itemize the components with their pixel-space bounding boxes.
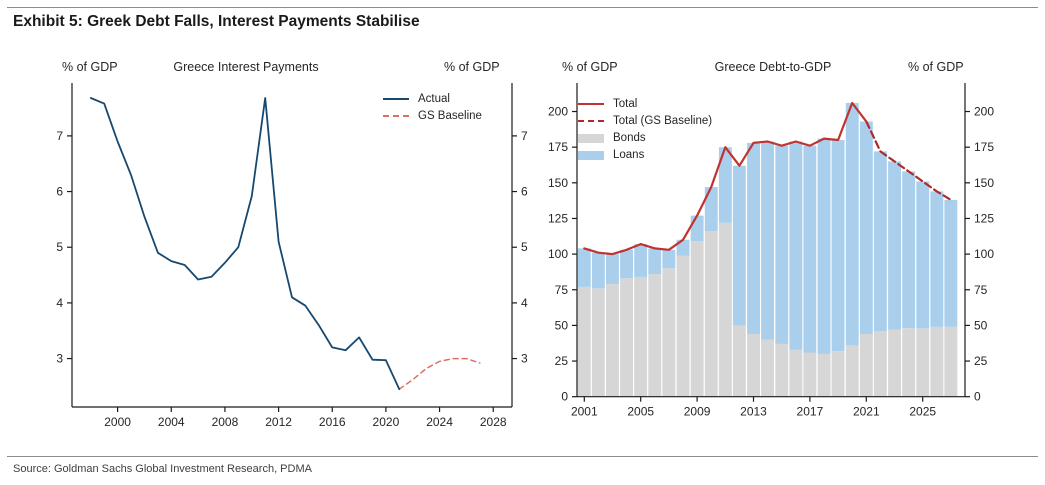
bottom-rule (7, 456, 1038, 457)
bonds-swatch (578, 134, 604, 143)
svg-text:2021: 2021 (852, 404, 880, 419)
svg-text:2028: 2028 (479, 415, 507, 429)
svg-text:25: 25 (974, 354, 988, 369)
svg-text:2025: 2025 (909, 404, 937, 419)
total-line-swatch (578, 103, 604, 105)
legend-item-loans (578, 148, 712, 162)
interest-payments-panel (40, 55, 532, 440)
svg-text:2012: 2012 (265, 415, 292, 429)
svg-text:2005: 2005 (627, 404, 655, 419)
svg-text:2020: 2020 (372, 415, 400, 429)
svg-text:6: 6 (56, 184, 63, 199)
debt-chart-title: Greece Debt-to-GDP (714, 60, 832, 74)
svg-text:25: 25 (554, 354, 568, 369)
svg-text:2016: 2016 (318, 415, 346, 429)
svg-text:7: 7 (56, 128, 63, 143)
left-axis-unit-label: % of GDP (62, 60, 118, 74)
svg-text:200: 200 (547, 104, 568, 119)
svg-text:2008: 2008 (211, 415, 239, 429)
svg-text:2004: 2004 (157, 415, 185, 429)
actual-line-swatch (383, 98, 409, 100)
right-axis-unit-label: % of GDP (444, 60, 500, 74)
legend-item-bonds (578, 131, 712, 145)
svg-text:150: 150 (547, 175, 568, 190)
legend-label-bonds: Bonds (613, 132, 646, 144)
interest-legend (383, 92, 482, 126)
svg-text:200: 200 (974, 104, 995, 119)
svg-text:2009: 2009 (683, 404, 711, 419)
svg-text:3: 3 (521, 351, 528, 366)
svg-text:100: 100 (547, 247, 568, 262)
loans-swatch (578, 151, 604, 160)
svg-text:75: 75 (974, 282, 988, 297)
top-rule (7, 7, 1038, 8)
svg-text:100: 100 (974, 247, 995, 262)
debt-to-gdp-panel (540, 55, 1045, 440)
svg-text:2000: 2000 (104, 415, 131, 429)
svg-text:2024: 2024 (426, 415, 453, 429)
svg-text:50: 50 (974, 318, 988, 333)
legend-label-gs-baseline: GS Baseline (418, 110, 482, 122)
svg-text:2013: 2013 (740, 404, 767, 419)
svg-text:125: 125 (974, 211, 995, 226)
right-axis-unit-label: % of GDP (908, 60, 964, 74)
legend-label-total-baseline: Total (GS Baseline) (613, 115, 713, 127)
svg-text:6: 6 (521, 184, 528, 199)
legend-label-actual: Actual (418, 93, 450, 105)
svg-text:175: 175 (547, 140, 568, 155)
legend-label-total: Total (613, 98, 638, 110)
svg-text:75: 75 (554, 282, 568, 297)
svg-text:4: 4 (56, 295, 63, 310)
legend-item-actual (383, 92, 482, 106)
source-note: Source: Goldman Sachs Global Investment Research, PDMA (13, 463, 312, 475)
legend-label-loans: Loans (613, 149, 645, 161)
total-baseline-line-swatch (578, 120, 604, 122)
legend-item-total (578, 97, 712, 111)
gs-baseline-line-swatch (383, 115, 409, 117)
svg-text:125: 125 (547, 211, 568, 226)
legend-item-total-baseline (578, 114, 712, 128)
svg-text:0: 0 (561, 389, 568, 404)
left-axis-unit-label: % of GDP (562, 60, 618, 74)
svg-text:2001: 2001 (570, 404, 598, 419)
svg-text:150: 150 (974, 175, 995, 190)
svg-text:175: 175 (974, 140, 995, 155)
svg-text:2017: 2017 (796, 404, 824, 419)
svg-text:3: 3 (56, 351, 63, 366)
svg-text:0: 0 (974, 389, 981, 404)
svg-text:5: 5 (521, 240, 528, 255)
debt-legend (578, 97, 712, 165)
svg-text:50: 50 (554, 318, 568, 333)
legend-item-gs-baseline (383, 109, 482, 123)
svg-text:7: 7 (521, 128, 528, 143)
exhibit-title: Exhibit 5: Greek Debt Falls, Interest Payments Stabilise (13, 13, 420, 30)
interest-chart-title: Greece Interest Payments (173, 60, 319, 74)
svg-text:5: 5 (56, 240, 63, 255)
svg-text:4: 4 (521, 295, 528, 310)
